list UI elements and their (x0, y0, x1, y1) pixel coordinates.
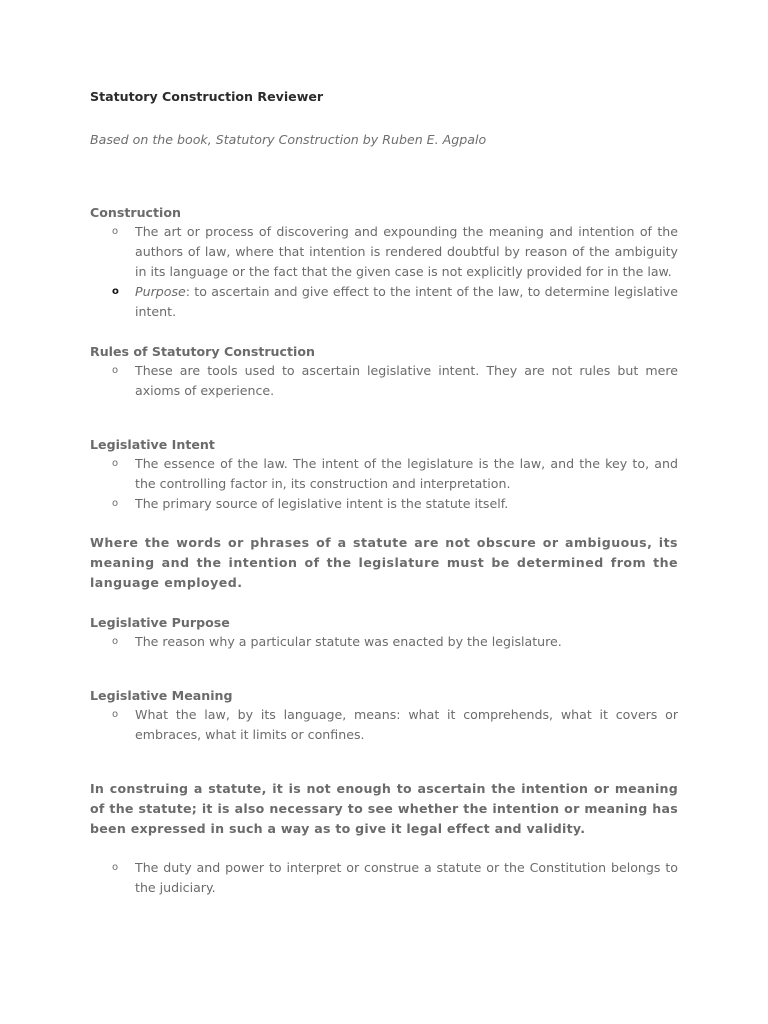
bullet-list (90, 705, 678, 745)
list-item-text: : to ascertain and give effect to the intent of the law, to determine legislative intent. (135, 284, 678, 319)
list-item (90, 454, 678, 494)
list-item (90, 222, 678, 282)
bullet-list (90, 454, 678, 514)
bullet-icon: o (112, 365, 119, 376)
list-item (90, 361, 678, 401)
list-item-text: What the law, by its language, means: what it comprehends, what it covers or embraces, what it limits or confines. (135, 707, 678, 742)
bullet-list (90, 222, 678, 322)
bullet-list (90, 858, 678, 898)
list-item (90, 858, 678, 898)
section-heading: Legislative Purpose (90, 615, 230, 630)
plain-meaning-paragraph: Where the words or phrases of a statute are not obscure or ambiguous, its meaning and the intention of the legislature must be determined from the language employed. (90, 535, 678, 590)
section-heading: Rules of Statutory Construction (90, 344, 315, 359)
section-heading: Construction (90, 205, 181, 220)
list-item (90, 494, 678, 514)
section-legislative-intent (90, 435, 678, 514)
list-item-text: The reason why a particular statute was enacted by the legislature. (135, 634, 562, 649)
section-legislative-purpose (90, 613, 678, 652)
bullet-icon: o (112, 458, 119, 469)
bullet-icon: o (112, 862, 119, 873)
section-heading: Legislative Meaning (90, 688, 233, 703)
list-item (90, 282, 678, 322)
list-item-text: The primary source of legislative intent is the statute itself. (135, 496, 509, 511)
bullet-icon: o (112, 226, 119, 237)
bullet-icon: o (112, 498, 119, 509)
list-item (90, 632, 678, 652)
section-construction (90, 203, 678, 322)
section-rules (90, 342, 678, 401)
list-item-text: The duty and power to interpret or construe a statute or the Constitution belongs to the judiciary. (135, 860, 678, 895)
bullet-icon: o (112, 709, 119, 720)
section-heading: Legislative Intent (90, 437, 215, 452)
document-subtitle: Based on the book, Statutory Construction by Ruben E. Agpalo (90, 132, 487, 147)
purpose-label: Purpose (135, 284, 186, 299)
construing-paragraph: In construing a statute, it is not enough to ascertain the intention or meaning of the statute; it is also necessary to see whether the intention or meaning has been expressed in such a way as to give it legal effect and validity. (90, 781, 678, 836)
list-item-text: The art or process of discovering and expounding the meaning and intention of the authors of law, where that intention is rendered doubtful by reason of the ambiguity in its language or the fact that the given case is not explicitly provided for in the law. (135, 224, 678, 279)
list-item-text: These are tools used to ascertain legislative intent. They are not rules but mere axioms of experience. (135, 363, 678, 398)
section-legislative-meaning (90, 686, 678, 745)
list-item (90, 705, 678, 745)
bullet-icon: o (112, 286, 119, 297)
bullet-icon: o (112, 636, 119, 647)
list-item-text: The essence of the law. The intent of the legislature is the law, and the key to, and the controlling factor in, its construction and interpretation. (135, 456, 678, 491)
section-judiciary-duty (90, 858, 678, 898)
document-title: Statutory Construction Reviewer (90, 89, 324, 104)
bullet-list (90, 632, 678, 652)
bullet-list (90, 361, 678, 401)
